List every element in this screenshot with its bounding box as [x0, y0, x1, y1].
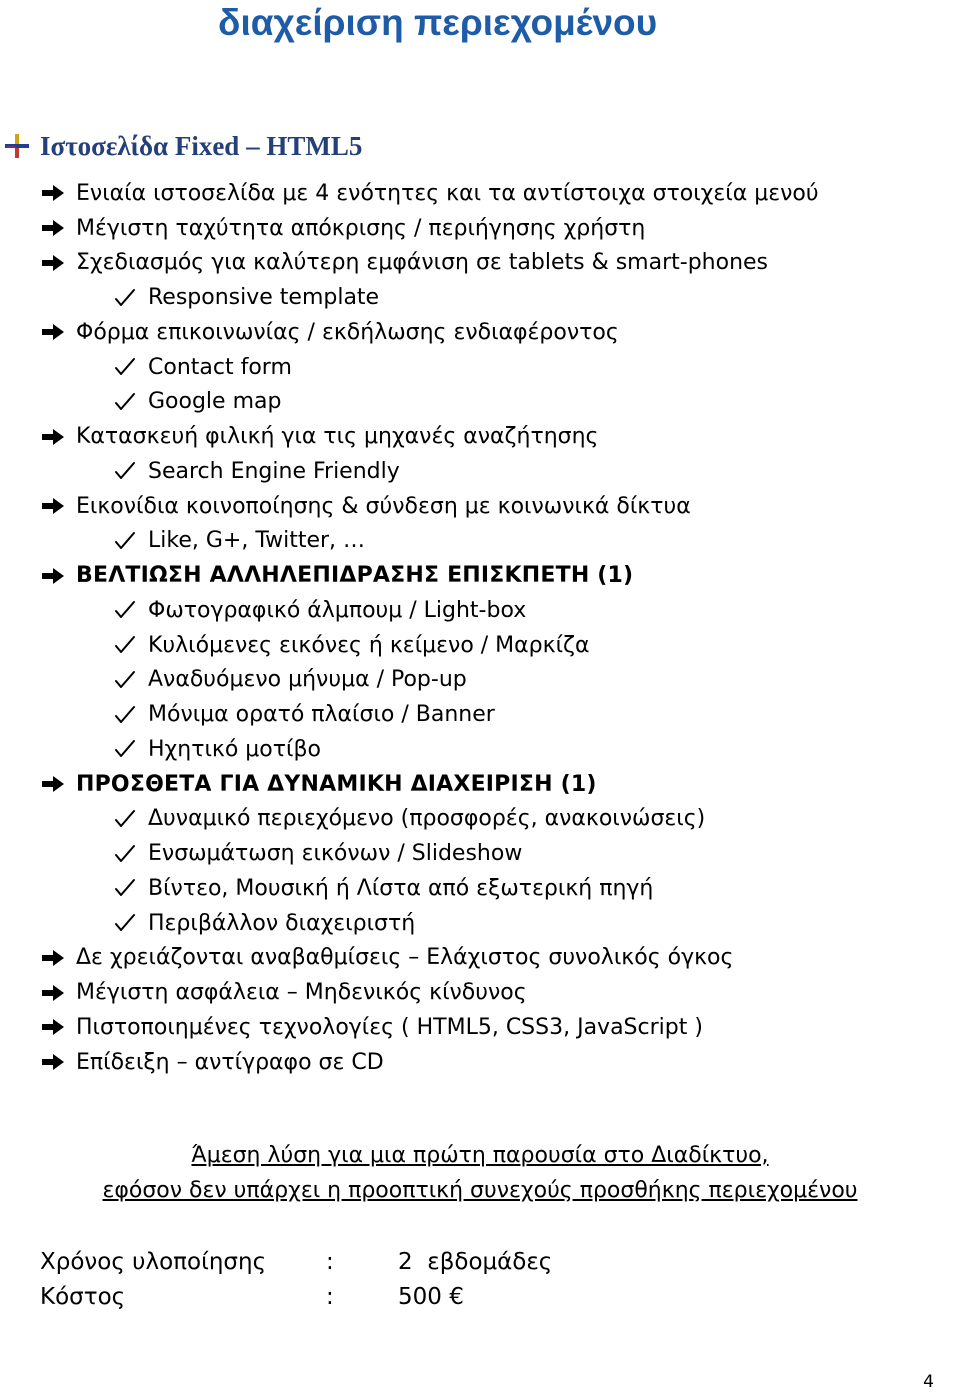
- list-item-text: Φόρμα επικοινωνίας / εκδήλωσης ενδιαφέροντος: [76, 319, 619, 345]
- list-item-text: Google map: [148, 389, 282, 415]
- list-item-text: ΒΕΛΤΙΩΣΗ ΑΛΛΗΛΕΠΙΔΡΑΣΗΣ ΕΠΙΣΚΠΕΤΗ (1): [76, 563, 634, 589]
- list-item-text: Κατασκευή φιλική για τις μηχανές αναζήτησης: [76, 424, 599, 450]
- list-item: [0, 1045, 960, 1080]
- list-item-text: Ενιαία ιστοσελίδα με 4 ενότητες και τα αντίστοιχα στοιχεία μενού: [76, 180, 819, 206]
- list-item: [0, 871, 960, 906]
- list-item: [0, 975, 960, 1010]
- check-icon: [112, 599, 138, 621]
- check-icon: [112, 877, 138, 899]
- list-item-text: Responsive template: [148, 285, 380, 311]
- feature-list: [0, 176, 960, 1080]
- list-item-text: Εικονίδια κοινοποίησης & σύνδεση με κοινωνικά δίκτυα: [76, 493, 691, 519]
- arrow-right-icon: [40, 773, 66, 795]
- check-icon: [112, 912, 138, 934]
- spec-row-cost: [40, 1280, 464, 1314]
- page-title: διαχείριση περιεχομένου: [218, 2, 658, 43]
- list-item-text: ΠΡΟΣΘΕΤΑ ΓΙΑ ΔΥΝΑΜΙΚΗ ΔΙΑΧΕΙΡΙΣΗ (1): [76, 771, 597, 797]
- arrow-right-icon: [40, 947, 66, 969]
- check-icon: [112, 634, 138, 656]
- list-item-text: Σχεδιασμός για καλύτερη εμφάνιση σε tablets & smart-phones: [76, 250, 769, 276]
- list-item: [0, 246, 960, 281]
- arrow-right-icon: [40, 982, 66, 1004]
- list-item-text: Δυναμικό περιεχόμενο (προσφορές, ανακοινώσεις): [148, 806, 706, 832]
- list-item: [0, 593, 960, 628]
- tagline-line-2: εφόσον δεν υπάρχει η προοπτική συνεχούς προσθήκης περιεχομένου: [102, 1178, 858, 1203]
- list-item: [0, 941, 960, 976]
- list-item: [0, 419, 960, 454]
- list-item-text: Like, G+, Twitter, …: [148, 528, 366, 554]
- list-item-text: Μέγιστη ασφάλεια – Μηδενικός κίνδυνος: [76, 980, 527, 1006]
- list-item: [0, 906, 960, 941]
- list-item-text: Περιβάλλον διαχειριστή: [148, 910, 416, 936]
- list-item: [0, 315, 960, 350]
- check-icon: [112, 808, 138, 830]
- list-item-text: Επίδειξη – αντίγραφο σε CD: [76, 1049, 384, 1075]
- list-item: [0, 211, 960, 246]
- list-item-text: Πιστοποιημένες τεχνολογίες ( HTML5, CSS3, JavaScript ): [76, 1014, 703, 1040]
- list-item: [0, 663, 960, 698]
- arrow-right-icon: [40, 182, 66, 204]
- spec-value: 2 εβδομάδες: [398, 1249, 553, 1275]
- list-item-text: Βίντεο, Μουσική ή Λίστα από εξωτερική πηγή: [148, 875, 654, 901]
- arrow-right-icon: [40, 1016, 66, 1038]
- list-item: [0, 697, 960, 732]
- section-heading-text: Ιστοσελίδα Fixed – HTML5: [40, 130, 363, 161]
- spec-label: Χρόνος υλοποίησης: [40, 1249, 267, 1275]
- list-item-text: Search Engine Friendly: [148, 458, 400, 484]
- list-item: [0, 628, 960, 663]
- list-item: [0, 802, 960, 837]
- spec-separator: :: [326, 1249, 334, 1275]
- arrow-right-icon: [40, 495, 66, 517]
- check-icon: [112, 669, 138, 691]
- check-icon: [112, 391, 138, 413]
- list-item-text: Μέγιστη ταχύτητα απόκρισης / περιήγησης χρήστη: [76, 215, 646, 241]
- list-item: [0, 280, 960, 315]
- list-item-text: Ενσωμάτωση εικόνων / Slideshow: [148, 841, 523, 867]
- list-item: [0, 524, 960, 559]
- section-heading: [4, 128, 362, 164]
- list-item-text: Contact form: [148, 354, 292, 380]
- check-icon: [112, 356, 138, 378]
- list-item-text: Αναδυόμενο μήνυμα / Pop-up: [148, 667, 467, 693]
- spec-label: Κόστος: [40, 1284, 126, 1310]
- list-item: [0, 350, 960, 385]
- list-item-text: Ηχητικό μοτίβο: [148, 736, 321, 762]
- list-item: [0, 1010, 960, 1045]
- spec-separator: :: [326, 1284, 334, 1310]
- check-icon: [112, 704, 138, 726]
- arrow-right-icon: [40, 217, 66, 239]
- arrow-right-icon: [40, 565, 66, 587]
- list-item-text: Μόνιμα ορατό πλαίσιο / Banner: [148, 702, 495, 728]
- check-icon: [112, 460, 138, 482]
- list-item-text: Φωτογραφικό άλμπουμ / Light-box: [148, 597, 527, 623]
- check-icon: [112, 287, 138, 309]
- page-number: 4: [923, 1372, 934, 1392]
- tagline-line-1: Άμεση λύση για μια πρώτη παρουσία στο Διαδίκτυο,: [191, 1143, 769, 1168]
- list-item: [0, 489, 960, 524]
- arrow-right-icon: [40, 426, 66, 448]
- arrow-right-icon: [40, 1051, 66, 1073]
- list-item: [0, 385, 960, 420]
- list-item: [0, 836, 960, 871]
- list-item: [0, 454, 960, 489]
- check-icon: [112, 843, 138, 865]
- list-item: [0, 732, 960, 767]
- bullet-icon: [4, 133, 30, 159]
- spec-row-duration: [40, 1245, 552, 1279]
- list-item: [0, 558, 960, 593]
- list-item: [0, 767, 960, 802]
- arrow-right-icon: [40, 321, 66, 343]
- list-item: [0, 176, 960, 211]
- arrow-right-icon: [40, 252, 66, 274]
- spec-value: 500 €: [398, 1284, 464, 1310]
- check-icon: [112, 738, 138, 760]
- check-icon: [112, 530, 138, 552]
- list-item-text: Κυλιόμενες εικόνες ή κείμενο / Μαρκίζα: [148, 632, 590, 658]
- list-item-text: Δε χρειάζονται αναβαθμίσεις – Ελάχιστος συνολικός όγκος: [76, 945, 734, 971]
